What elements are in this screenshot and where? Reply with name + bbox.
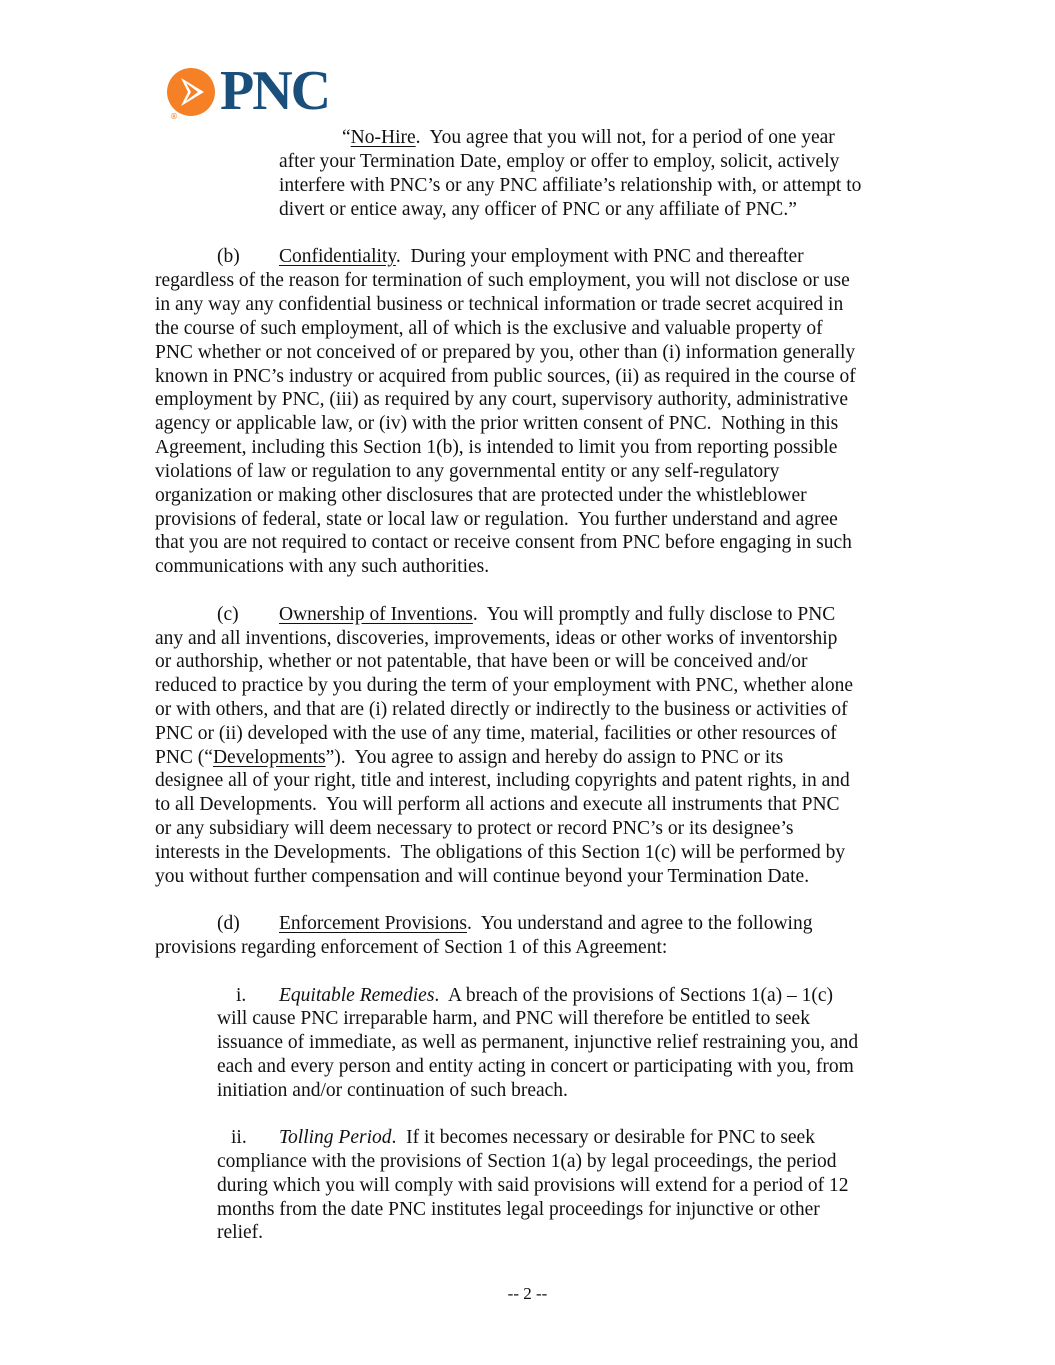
section-c-title: Ownership of Inventions	[279, 604, 473, 625]
item-i-line-1: Equitable Remedies. A breach of the provisions of Sections 1(a) – 1(c)	[279, 985, 833, 1006]
section-c-line: or any subsidiary will deem necessary to protect or record PNC’s or its designee’s	[155, 818, 794, 839]
section-b-line: provisions of federal, state or local law or regulation. You further understand and agree	[155, 509, 838, 530]
section-d-title: Enforcement Provisions	[279, 913, 467, 934]
item-i-title: Equitable Remedies	[279, 985, 435, 1006]
nohire-title: No-Hire	[350, 127, 416, 148]
item-ii-line: compliance with the provisions of Section 1(a) by legal proceedings, the period	[217, 1151, 837, 1172]
nohire-line: after your Termination Date, employ or offer to employ, solicit, actively	[279, 151, 840, 172]
item-i-line: will cause PNC irreparable harm, and PNC will therefore be entitled to seek	[217, 1008, 810, 1029]
item-ii-line-1: Tolling Period. If it becomes necessary or desirable for PNC to seek	[279, 1127, 815, 1148]
section-b-line: employment by PNC, (iii) as required by any court, supervisory authority, administrative	[155, 389, 849, 410]
section-c-line: interests in the Developments. The obligations of this Section 1(c) will be performed by	[155, 842, 846, 863]
section-b-line: Agreement, including this Section 1(b), is intended to limit you from reporting possible	[155, 437, 838, 458]
section-c-line: or authorship, whether or not patentable, that have been or will be conceived and/or	[155, 651, 808, 672]
section-b-line: agency or applicable law, or (iv) with the prior written consent of PNC. Nothing in this	[155, 413, 839, 434]
item-ii-numeral: ii.	[231, 1127, 247, 1148]
svg-text:®: ®	[170, 112, 178, 121]
pnc-logo	[166, 60, 341, 122]
nohire-line-1: “No-Hire. You agree that you will not, for a period of one year	[342, 127, 835, 148]
item-i-line: each and every person and entity acting in concert or participating with you, from	[217, 1056, 854, 1077]
item-ii-title: Tolling Period	[279, 1127, 392, 1148]
nohire-line: interfere with PNC’s or any PNC affiliate’s relationship with, or attempt to	[279, 175, 862, 196]
section-c-label: (c)	[217, 604, 239, 625]
section-b-line: PNC whether or not conceived of or prepared by you, other than (i) information generally	[155, 342, 856, 363]
pnc-triangle-logo-icon	[166, 67, 220, 121]
section-b-line: regardless of the reason for termination of such employment, you will not disclose or use	[155, 270, 850, 291]
page-number: -- 2 --	[507, 1284, 548, 1303]
section-c-line: or with others, and that are (i) related directly or indirectly to the business or activities of	[155, 699, 848, 720]
item-i-line: initiation and/or continuation of such breach.	[217, 1080, 568, 1101]
section-c-line: any and all inventions, discoveries, improvements, ideas or other works of inventorship	[155, 628, 838, 649]
section-d-line: provisions regarding enforcement of Section 1 of this Agreement:	[155, 937, 668, 958]
section-c-line: you without further compensation and will continue beyond your Termination Date.	[155, 866, 810, 887]
section-b-label: (b)	[217, 246, 240, 267]
section-b-line: known in PNC’s industry or acquired from public sources, (ii) as required in the course of	[155, 366, 856, 387]
section-b-line: that you are not required to contact or receive consent from PNC before engaging in such	[155, 532, 852, 553]
section-c-line: designee all of your right, title and interest, including copyrights and patent rights, in and	[155, 770, 850, 791]
section-d-label: (d)	[217, 913, 240, 934]
section-c-developments-line: PNC (“Developments”). You agree to assign and hereby do assign to PNC or its	[155, 747, 784, 768]
section-b-line-1: Confidentiality. During your employment with PNC and thereafter	[279, 246, 804, 267]
item-i-numeral: i.	[236, 985, 247, 1006]
nohire-line: divert or entice away, any officer of PNC or any affiliate of PNC.”	[279, 199, 797, 220]
item-ii-line: relief.	[217, 1222, 264, 1243]
developments-term: Developments	[212, 747, 326, 768]
section-b-line: violations of law or regulation to any governmental entity or any self-regulatory	[155, 461, 780, 482]
section-b-line: communications with any such authorities.	[155, 556, 490, 577]
section-c-line: to all Developments. You will perform all actions and execute all instruments that PNC	[155, 794, 840, 815]
section-b-title: Confidentiality	[279, 246, 396, 267]
item-ii-line: during which you will comply with said provisions will extend for a period of 12	[217, 1175, 849, 1196]
section-c-line-1: Ownership of Inventions. You will promptly and fully disclose to PNC	[279, 604, 836, 625]
section-b-line: organization or making other disclosures that are protected under the whistleblower	[155, 485, 807, 506]
section-d-line-1: Enforcement Provisions. You understand and agree to the following	[279, 913, 813, 934]
section-c-line: reduced to practice by you during the term of your employment with PNC, whether alone	[155, 675, 854, 696]
pnc-wordmark: PNC	[220, 60, 330, 122]
section-c-line: PNC or (ii) developed with the use of any time, material, facilities or other resources of	[155, 723, 837, 744]
item-i-line: issuance of immediate, as well as permanent, injunctive relief restraining you, and	[217, 1032, 859, 1053]
section-b-line: the course of such employment, all of which is the exclusive and valuable property of	[155, 318, 823, 339]
section-b-line: in any way any confidential business or technical information or trade secret acquired in	[155, 294, 844, 315]
item-ii-line: months from the date PNC institutes legal proceedings for injunctive or other	[217, 1199, 820, 1220]
